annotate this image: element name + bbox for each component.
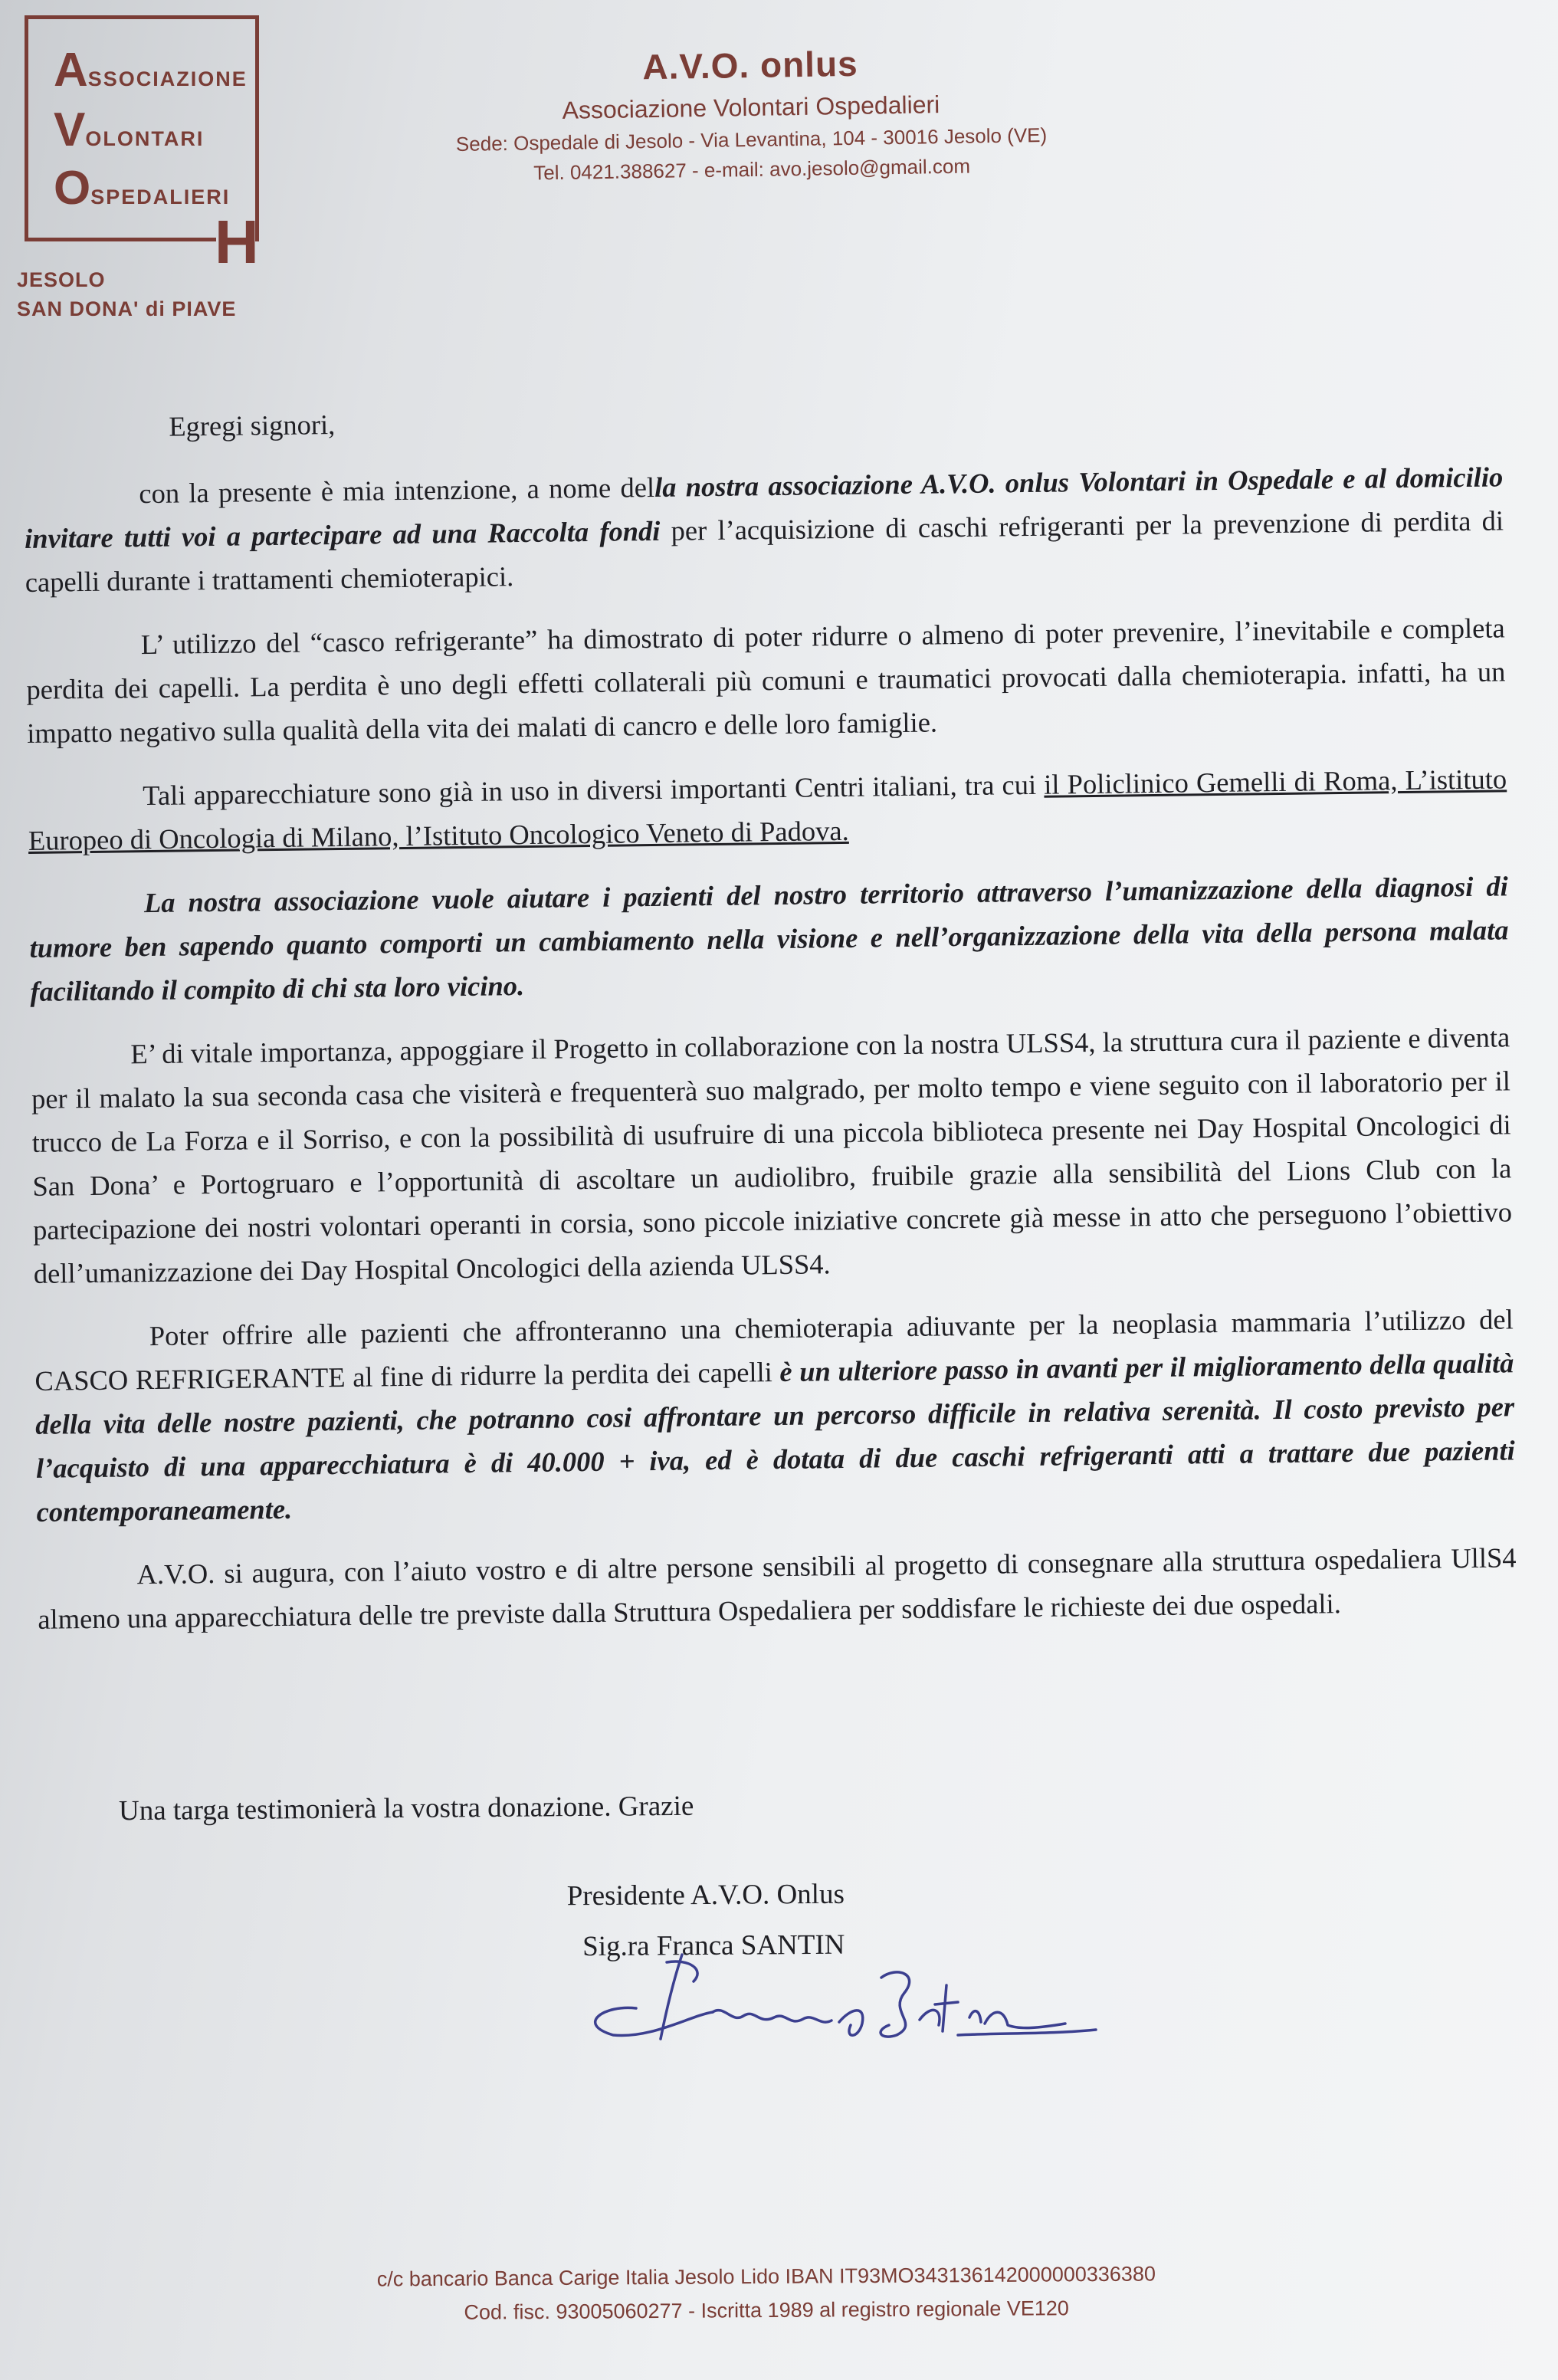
- paragraph-2: L’ utilizzo del “casco refrigerante” ha dimostrato di poter ridurre o almeno di poter prevenire, l’inevitabile e completa perdita dei capelli. La perdita è uno degli effetti collaterali più comuni e traumatici provocati dalla chemioterapia. infatti, ha un impatto negativo sulla qualità della vita dei malati di cancro e delle loro famiglie.: [26, 612, 1506, 749]
- letterhead-subtitle: Associazione Volontari Ospedalieri: [562, 90, 940, 124]
- paragraph-7: A.V.O. si augura, con l’aiuto vostro e di altre persone sensibili al progetto di consegnare alla struttura ospedaliera UllS4 almeno una apparecchiatura delle tre previste dalla Struttura Ospedaliera per soddisfare le richieste dei due ospedali.: [38, 1541, 1517, 1635]
- logo-cap-a: A: [54, 44, 88, 97]
- paragraph-6-emphasis: è un ulteriore passo in avanti per il miglioramento della qualità della vita delle nostre pazienti, che potranno cosi affrontare un percorso difficile in relativa serenità. Il costo previsto per l’acquisto di una apparecchiatura è di 40.000 + iva, ed è dotata di due caschi refrigeranti atti a trattare due pazienti contemporaneamente.: [34, 1347, 1516, 1528]
- logo-rest-associazione: SSOCIAZIONE: [87, 67, 248, 90]
- signer-role: Presidente A.V.O. Onlus: [566, 1878, 845, 1912]
- letter-body: [23, 388, 1517, 1660]
- paragraph-6: [34, 1297, 1515, 1534]
- logo-line-volontari: [54, 103, 204, 157]
- paragraph-3-centers: il Policlinico Gemelli di Roma, L’istituto Europeo di Oncologia di Milano, l’Istituto Oncologico Veneto di Padova.: [28, 763, 1507, 856]
- logo-frame-bottom: [25, 238, 216, 241]
- paragraph-1: [24, 455, 1504, 604]
- paragraph-5: E’ di vitale importanza, appoggiare il Progetto in collaborazione con la nostra ULSS4, la struttura cura il paziente e diventa per il malato la sua seconda casa che visiterà e frequenterà suo malgrado, per molto tempo e viene seguito con il laboratorio per il trucco de La Forza e il Sorriso, e con la possibilità di usufruire di una piccola biblioteca presente nei Day Hospital Oncologici di San Dona’ e Portogruaro e l’opportunità di ascoltare un audiolibro, fruibile grazie alla sensibilità del Lions Club con la partecipazione dei nostri volontari operanti in corsia, sono piccole iniziative concrete già messe in atto che perseguono l’obiettivo dell’umanizzazione dei Day Hospital Oncologici della azienda ULSS4.: [31, 1021, 1513, 1289]
- paragraph-1-end: per l’acquisizione di caschi refrigeranti per la prevenzione di perdita di capelli durante i trattamenti chemioterapici.: [25, 504, 1504, 598]
- paragraph-1-intro: con la presente è mia intenzione, a nome del: [139, 471, 655, 510]
- avoh-logo: [14, 15, 290, 337]
- paragraph-4: La nostra associazione vuole aiutare i pazienti del nostro territorio attraverso l’umanizzazione della diagnosi di tumore ben sapendo quanto comporti un cambiamento nella visione e nell’organizzazione della vita della persona malata facilitando il compito di chi sta loro vicino.: [29, 870, 1509, 1007]
- letterhead: [382, 38, 1120, 187]
- paragraph-3-intro: Tali apparecchiature sono già in uso in diversi importanti Centri italiani, tra cui: [142, 768, 1045, 812]
- footer-bank-details: c/c bancario Banca Carige Italia Jesolo Lido IBAN IT93MO343136142000000336380: [376, 2262, 1156, 2291]
- logo-place-san-dona: SAN DONA' di PIAVE: [17, 297, 237, 320]
- logo-cap-o: O: [54, 162, 91, 215]
- logo-letter-h: H: [215, 208, 259, 276]
- logo-rest-volontari: OLONTARI: [85, 127, 205, 150]
- logo-rest-ospedalieri: SPEDALIERI: [90, 185, 231, 208]
- letter-footer: [215, 2256, 1319, 2331]
- handwritten-signature: [559, 1932, 1111, 2054]
- letterhead-address: Sede: Ospedale di Jesolo - Via Levantina, 104 - 30016 Jesolo (VE): [455, 123, 1048, 156]
- paragraph-3: [28, 757, 1507, 862]
- paragraph-1-emphasis: la nostra associazione A.V.O. onlus Volontari in Ospedale e al domicilio invitare tutti voi a partecipare ad una Raccolta fondi: [24, 461, 1504, 554]
- signer-name: Sig.ra Franca SANTIN: [582, 1929, 845, 1963]
- footer-fiscal-code: Cod. fisc. 93005060277 - Iscritta 1989 al registro regionale VE120: [464, 2296, 1069, 2324]
- logo-cap-v: V: [54, 103, 86, 156]
- letterhead-title: A.V.O. onlus: [642, 43, 859, 87]
- logo-place-jesolo: JESOLO: [17, 268, 106, 291]
- paragraph-6-intro: Poter offrire alle pazienti che affronteranno una chemioterapia adiuvante per la neoplasia mammaria l’utilizzo del CASCO REFRIGERANTE al fine di ridurre la perdita dei capelli: [34, 1303, 1514, 1397]
- salutation: Egregi signori,: [169, 409, 336, 442]
- logo-line-associazione: [54, 43, 248, 97]
- logo-line-ospedalieri: [54, 161, 230, 215]
- letterhead-contact: Tel. 0421.388627 - e-mail: avo.jesolo@gmail.com: [533, 154, 971, 185]
- closing-line: Una targa testimonierà la vostra donazione. Grazie: [118, 1790, 694, 1827]
